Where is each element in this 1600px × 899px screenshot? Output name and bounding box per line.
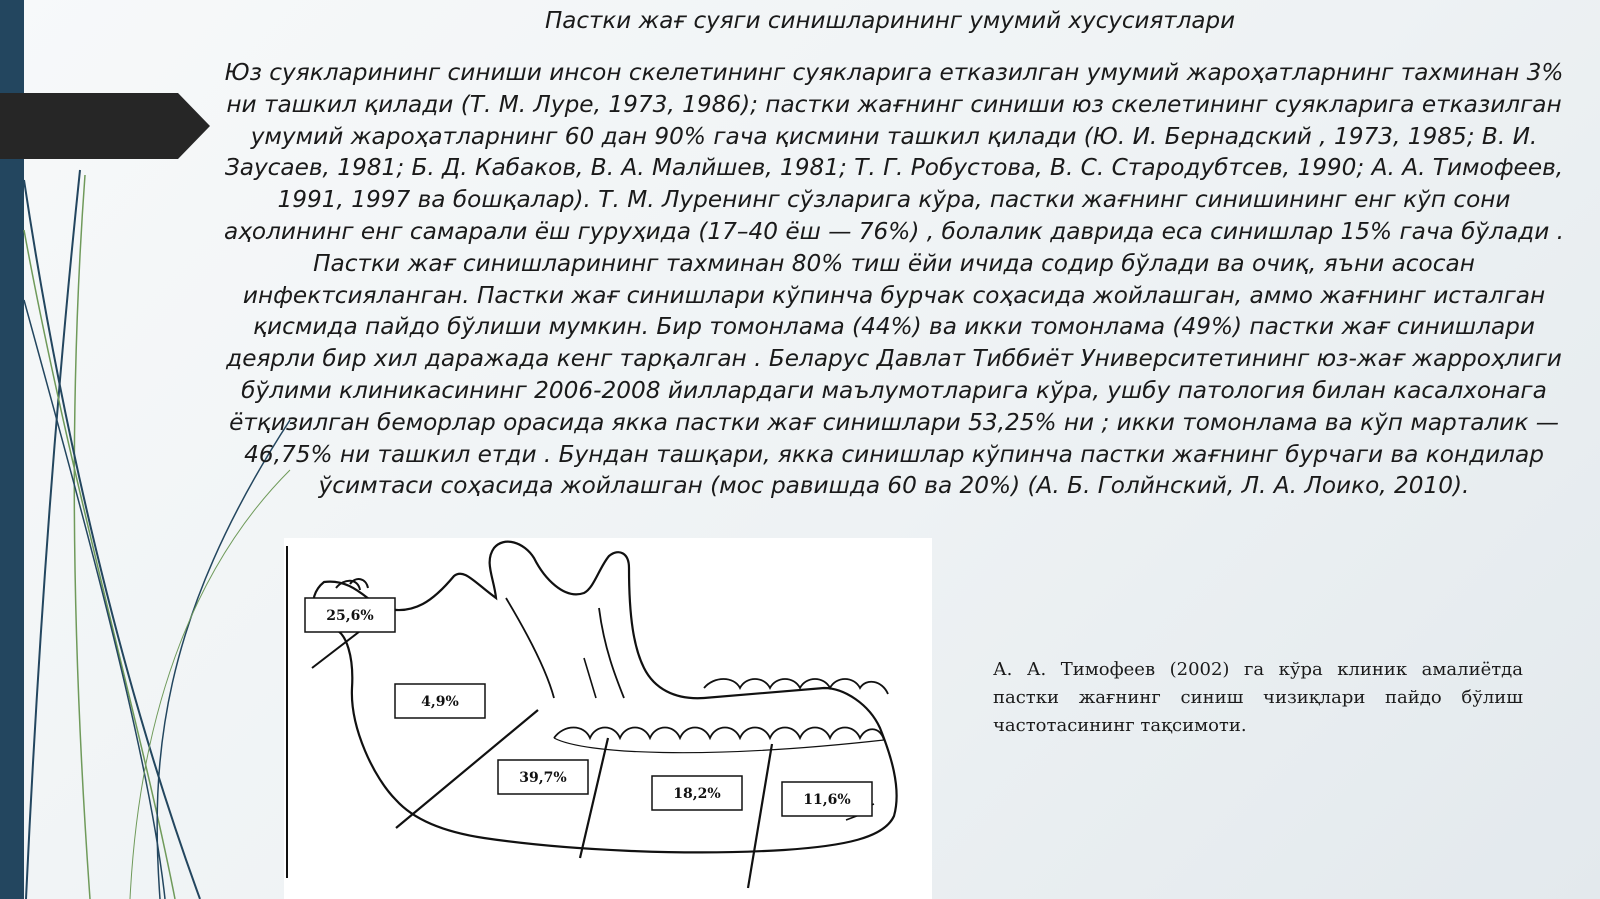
svg-text:11,6%: 11,6% <box>803 792 851 808</box>
slide-title: Пастки жағ суяги синишларининг умумий хусусиятлари <box>544 8 1236 34</box>
fracture-line-condyle <box>312 628 364 668</box>
lower-teeth <box>554 728 884 741</box>
label-18-2 <box>652 776 742 810</box>
label-39-7 <box>498 760 588 794</box>
svg-text:25,6%: 25,6% <box>326 608 374 624</box>
svg-text:39,7%: 39,7% <box>519 770 567 786</box>
mandible-fracture-diagram <box>284 538 932 899</box>
fracture-line-canine <box>748 744 772 888</box>
fracture-line-body <box>580 738 608 858</box>
svg-text:18,2%: 18,2% <box>673 786 721 802</box>
upper-teeth <box>704 679 888 694</box>
body-paragraph: Юз суякларининг синиши инсон скелетининг суякларига етказилган умумий жароҳатларнинг тахминан 3% ни ташкил қилади (Т. М. Луре, 1973, 1986); пастки жағнинг синиши юз скелетининг суякларига етказилган умумий жароҳатларнинг 60 дан 90% гача қисмини ташкил қилади (Ю. И. Бернадский , 1973, 1985; В. И. Заусаев, 1981; Б. Д. Кабаков, В. А. Малйшев, 1981; Т. Г. Робустова, В. С. Стародубтсев, 1990; А. А. Тимофеев, 1991, 1997 ва бошқалар). Т. М. Луренинг сўзларига кўра, пастки жағнинг синишининг енг кўп сони аҳолининг енг самарали ёш гуруҳида (17–40 ёш — 76%) , болалик даврида еса синишлар 15% гача бўлади . Пастки жағ синишларининг тахминан 80% тиш ёйи ичида содир бўлади ва очиқ, яъни асосан инфектсияланган. Пастки жағ синишлари кўпинча бурчак соҳасида жойлашган, аммо жағнинг исталган қисмида пайдо бўлиши мумкин. Бир томонлама (44%) ва икки томонлама (49%) пастки жағ синишлари деярли бир хил даражада кенг тарқалган . Беларус Давлат Тиббиёт Университетининг юз-жағ жарроҳлиги бўлими клиникасининг 2006-2008 йиллардаги маълумотларига кўра, ушбу патология билан касалхонага ётқизилган беморлар орасида якка пастки жағ синишлари 53,25% ни ; икки томонлама ва кўп марталик — 46,75% ни ташкил етди . Бундан ташқари, якка синишлар кўпинча пастки жағнинг бурчаги ва кондилар ўсимтаси соҳасида жойлашган (мос равишда 60 ва 20%) (А. Б. Голйнский, Л. А. Лоико, 2010). <box>223 59 1565 500</box>
label-11-6 <box>782 782 872 816</box>
label-4-9 <box>395 684 485 718</box>
svg-text:4,9%: 4,9% <box>421 694 459 710</box>
arrow-tab-shape <box>0 93 210 159</box>
figure-caption: А. А. Тимофеев (2002) га кўра клиник амалиётда пастки жағнинг синиш чизиқлари пайдо бўлиш частотасининг тақсимоти. <box>993 659 1523 736</box>
label-25-6 <box>305 598 395 632</box>
